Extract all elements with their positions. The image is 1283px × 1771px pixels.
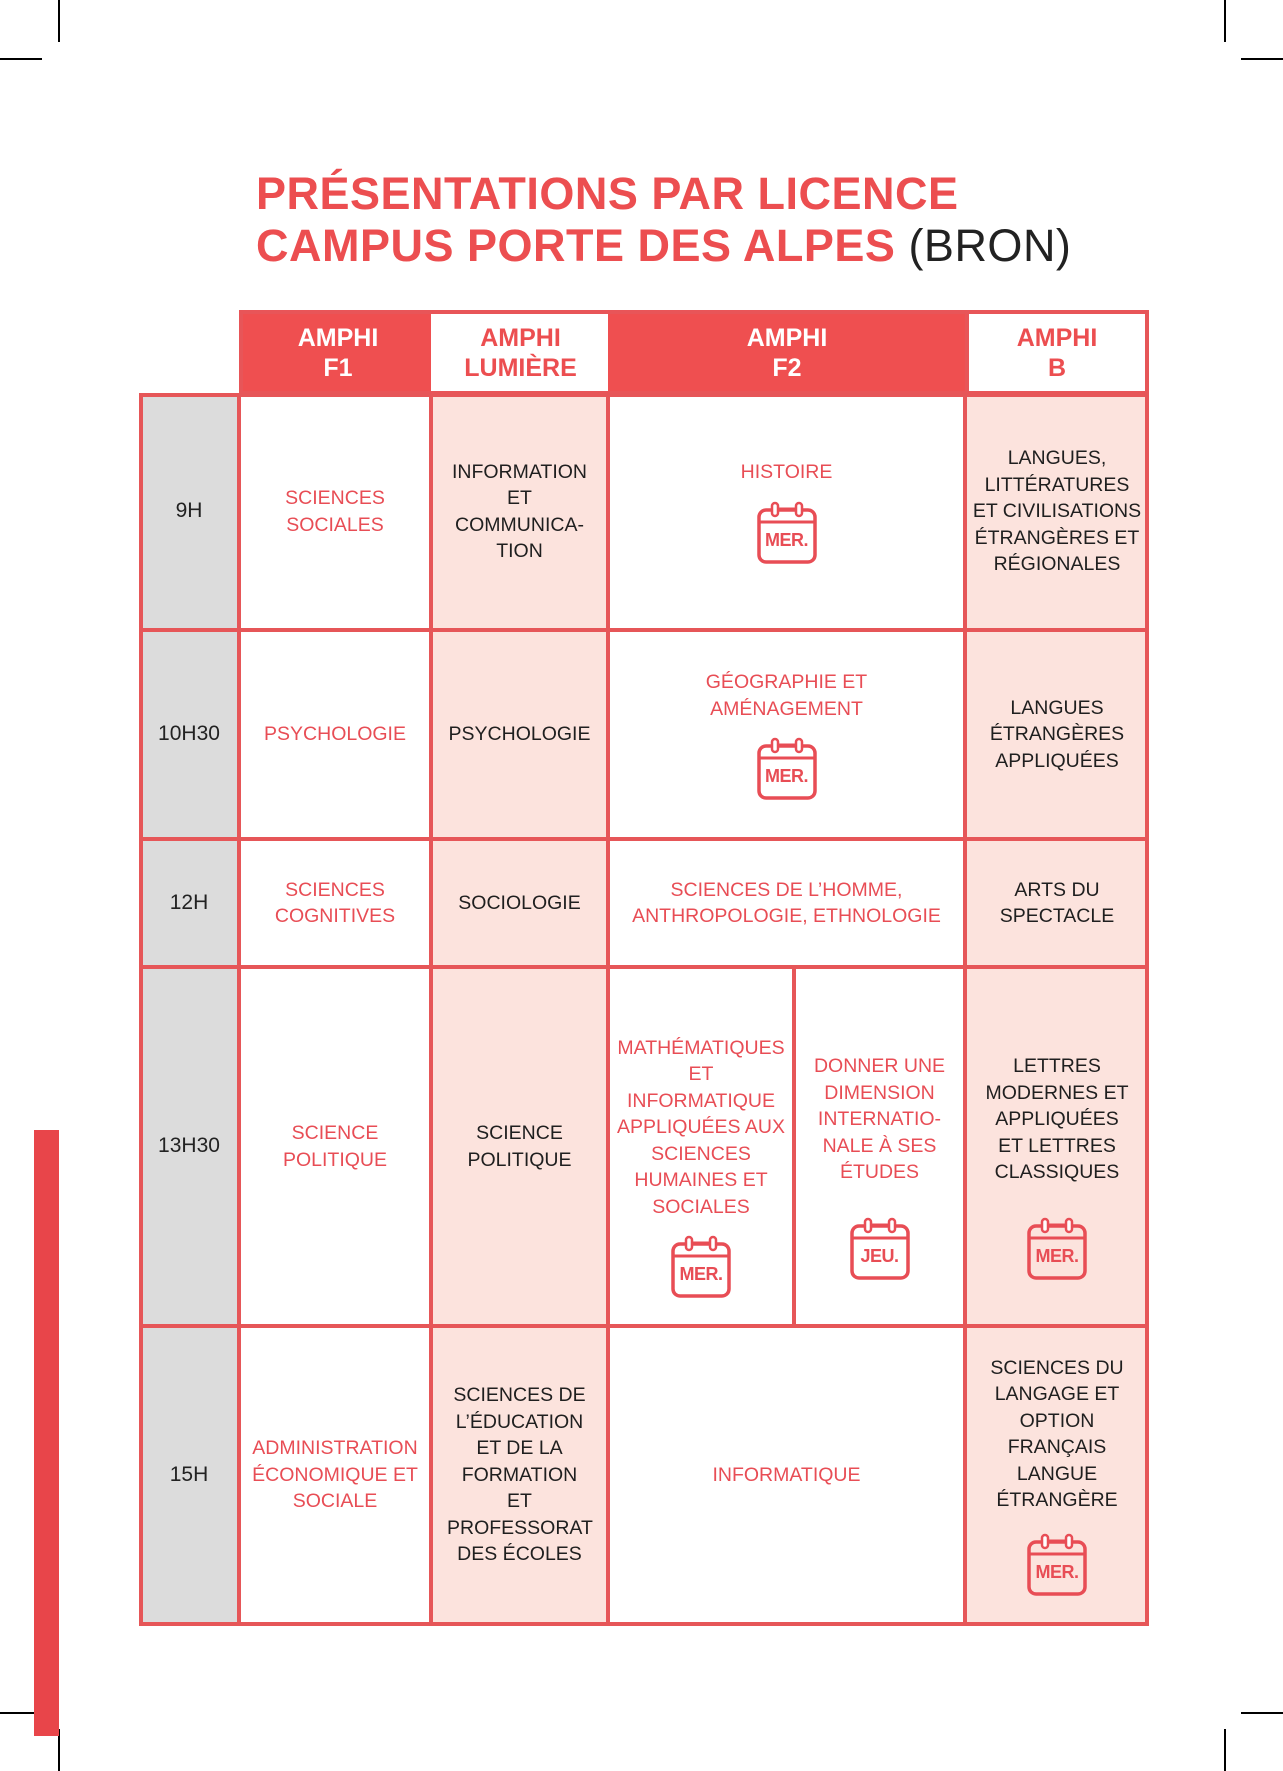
calendar-day-label: MER. xyxy=(1035,1245,1079,1266)
session-12h-f1: SCIENCES COGNITIVES xyxy=(239,839,431,967)
session-13h30-f2-b: DONNER UNE DIMENSION INTERNATIO-NALE À SES ÉTUDES JEU. xyxy=(794,967,965,1326)
decorative-red-bar xyxy=(34,1130,59,1736)
session-13h30-f1: SCIENCE POLITIQUE xyxy=(239,967,431,1326)
time-13h30: 13H30 xyxy=(139,967,239,1326)
session-12h-b: ARTS DU SPECTACLE xyxy=(965,839,1149,967)
crop-mark-top-right-h xyxy=(1241,58,1283,60)
header-amphi-f2: AMPHI F2 xyxy=(608,310,966,395)
grid-line xyxy=(139,393,1149,397)
crop-mark-top-left-h xyxy=(0,58,42,60)
calendar-day-label: JEU. xyxy=(860,1245,899,1266)
grid-line xyxy=(963,393,967,1626)
session-15h-b: SCIENCES DU LANGAGE ET OPTION FRANÇAIS LANGUE ÉTRANGÈRE MER. xyxy=(965,1326,1149,1624)
grid-line xyxy=(606,393,610,1626)
grid-line xyxy=(792,967,796,1326)
calendar-icon xyxy=(1027,1532,1087,1596)
time-9h: 9H xyxy=(139,393,239,630)
title-city: (BRON) xyxy=(908,220,1072,271)
calendar-icon xyxy=(757,500,817,564)
session-12h-f2: SCIENCES DE L’HOMME, ANTHROPOLOGIE, ETHNOLOGIE xyxy=(608,839,965,967)
time-12h: 12H xyxy=(139,839,239,967)
session-13h30-lumiere: SCIENCE POLITIQUE xyxy=(431,967,608,1326)
time-10h30: 10H30 xyxy=(139,630,239,839)
time-15h: 15H xyxy=(139,1326,239,1624)
title-campus: CAMPUS PORTE DES ALPES xyxy=(256,220,896,271)
calendar-day-label: MER. xyxy=(765,766,808,786)
session-15h-f1: ADMINISTRATION ÉCONOMIQUE ET SOCIALE xyxy=(239,1326,431,1624)
session-9h-f1: SCIENCES SOCIALES xyxy=(239,393,431,630)
schedule-table xyxy=(139,310,1149,1626)
calendar-day-label: MER. xyxy=(765,529,808,550)
session-10h30-f1: PSYCHOLOGIE xyxy=(239,630,431,839)
calendar-icon xyxy=(850,1216,910,1280)
calendar-icon xyxy=(757,736,817,800)
calendar-icon xyxy=(671,1234,731,1298)
session-12h-lumiere: SOCIOLOGIE xyxy=(431,839,608,967)
session-10h30-lumiere: PSYCHOLOGIE xyxy=(431,630,608,839)
page-title xyxy=(256,168,1071,272)
grid-line xyxy=(139,628,1149,632)
grid-line xyxy=(237,393,241,1626)
session-13h30-f2-a: MATHÉMATIQUES ET INFORMATIQUE APPLIQUÉES AUX SCIENCES HUMAINES ET SOCIALES MER. xyxy=(608,967,794,1326)
grid-line xyxy=(139,1324,1149,1328)
title-line-1: PRÉSENTATIONS PAR LICENCE xyxy=(256,168,959,219)
header-amphi-f1: AMPHI F1 xyxy=(239,310,433,395)
session-15h-f2: INFORMATIQUE xyxy=(608,1326,965,1624)
grid-line xyxy=(139,393,143,1626)
grid-line xyxy=(139,1622,1149,1626)
crop-mark-bottom-right-h xyxy=(1241,1712,1283,1714)
grid-line xyxy=(139,965,1149,969)
session-10h30-f2: GÉOGRAPHIE ET AMÉNAGEMENT MER. xyxy=(608,630,965,839)
crop-mark-top-left-v xyxy=(58,0,60,42)
calendar-icon xyxy=(1027,1216,1087,1280)
grid-line xyxy=(1145,310,1149,1626)
session-9h-f2: HISTOIRE MER. xyxy=(608,393,965,630)
calendar-day-label: MER. xyxy=(1035,1561,1079,1582)
grid-line xyxy=(139,837,1149,841)
session-9h-lumiere: INFORMATION ET COMMUNICA-TION xyxy=(431,393,608,630)
crop-mark-top-right-v xyxy=(1224,0,1226,42)
crop-mark-bottom-right-v xyxy=(1224,1729,1226,1771)
session-9h-b: LANGUES, LITTÉRATURES ET CIVILISATIONS ÉTRANGÈRES ET RÉGIONALES xyxy=(965,393,1149,630)
header-amphi-b: AMPHI B xyxy=(965,310,1149,395)
calendar-day-label: MER. xyxy=(679,1264,723,1285)
header-amphi-lumiere: AMPHI LUMIÈRE xyxy=(431,310,610,395)
session-10h30-b: LANGUES ÉTRANGÈRES APPLIQUÉES xyxy=(965,630,1149,839)
session-13h30-b: LETTRES MODERNES ET APPLIQUÉES ET LETTRES CLASSIQUES MER. xyxy=(965,967,1149,1326)
grid-line xyxy=(429,393,433,1626)
title-line-2 xyxy=(256,220,1071,272)
session-15h-lumiere: SCIENCES DE L’ÉDUCATION ET DE LA FORMATION ET PROFESSORAT DES ÉCOLES xyxy=(431,1326,608,1624)
